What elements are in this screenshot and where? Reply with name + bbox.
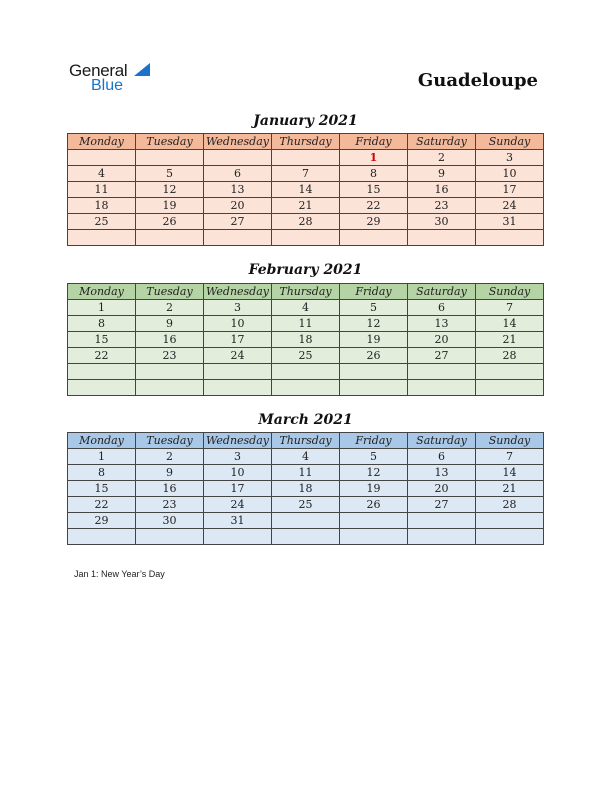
weekday-header-thursday: Thursday: [272, 433, 340, 449]
day-cell: 2: [408, 150, 476, 166]
day-cell: 24: [204, 348, 272, 364]
day-cell: 5: [340, 449, 408, 465]
day-cell: 2: [136, 449, 204, 465]
day-cell: 18: [272, 332, 340, 348]
day-cell: [68, 380, 136, 396]
month-title-february: February 2021: [248, 262, 363, 278]
weekday-header-sunday: Sunday: [476, 433, 544, 449]
day-cell: [204, 529, 272, 545]
week-row: [68, 150, 544, 166]
day-cell: 16: [136, 332, 204, 348]
day-cell: [476, 230, 544, 246]
day-cell: [476, 513, 544, 529]
day-cell: 7: [476, 449, 544, 465]
day-cell: 22: [68, 497, 136, 513]
week-row: [68, 198, 544, 214]
day-cell: [204, 364, 272, 380]
day-cell: 28: [476, 348, 544, 364]
day-cell: 29: [340, 214, 408, 230]
day-cell: 4: [68, 166, 136, 182]
weekday-header-row: [68, 284, 544, 300]
day-cell: 26: [340, 348, 408, 364]
day-cell: 25: [272, 348, 340, 364]
weekday-header-saturday: Saturday: [408, 134, 476, 150]
day-cell: 14: [476, 465, 544, 481]
day-cell: 21: [272, 198, 340, 214]
day-cell: [340, 230, 408, 246]
day-cell: 30: [136, 513, 204, 529]
weekday-header-monday: Monday: [68, 284, 136, 300]
week-row: [68, 449, 544, 465]
day-cell: [136, 150, 204, 166]
day-cell: [204, 230, 272, 246]
day-cell: 3: [204, 449, 272, 465]
day-cell: 18: [68, 198, 136, 214]
weekday-header-wednesday: Wednesday: [204, 134, 272, 150]
week-row: [68, 380, 544, 396]
day-cell: 28: [272, 214, 340, 230]
day-cell: 4: [272, 300, 340, 316]
day-cell: 5: [136, 166, 204, 182]
day-cell: 12: [340, 465, 408, 481]
day-cell: 12: [340, 316, 408, 332]
week-row: [68, 364, 544, 380]
day-cell: 20: [408, 481, 476, 497]
calendar-february: [67, 283, 544, 396]
day-cell: [272, 364, 340, 380]
day-cell: 8: [68, 465, 136, 481]
week-row: [68, 214, 544, 230]
logo: [69, 61, 169, 97]
day-cell: 24: [476, 198, 544, 214]
day-cell: 25: [68, 214, 136, 230]
day-cell: 17: [204, 481, 272, 497]
weekday-header-sunday: Sunday: [476, 284, 544, 300]
day-cell: 21: [476, 481, 544, 497]
day-cell: 11: [272, 316, 340, 332]
day-cell: 22: [68, 348, 136, 364]
day-cell: [68, 150, 136, 166]
day-cell: 4: [272, 449, 340, 465]
day-cell: 18: [272, 481, 340, 497]
day-cell: [136, 380, 204, 396]
week-row: [68, 316, 544, 332]
day-cell: 3: [204, 300, 272, 316]
day-cell: 9: [408, 166, 476, 182]
weekday-header-monday: Monday: [68, 433, 136, 449]
day-cell: 23: [136, 348, 204, 364]
day-cell: 27: [204, 214, 272, 230]
day-cell: 6: [408, 300, 476, 316]
week-row: [68, 230, 544, 246]
day-cell: [340, 513, 408, 529]
month-title-march: March 2021: [258, 412, 353, 428]
day-cell: 25: [272, 497, 340, 513]
logo-triangle-icon: [134, 63, 150, 76]
holiday-note: Jan 1: New Year’s Day: [74, 569, 165, 579]
day-cell: [272, 150, 340, 166]
month-title-january: January 2021: [253, 113, 358, 129]
day-cell: 22: [340, 198, 408, 214]
day-cell: 13: [408, 465, 476, 481]
weekday-header-row: [68, 433, 544, 449]
day-cell: [408, 513, 476, 529]
day-cell: 23: [136, 497, 204, 513]
day-cell: 26: [136, 214, 204, 230]
day-cell: 10: [476, 166, 544, 182]
day-cell: 14: [272, 182, 340, 198]
day-cell: [136, 364, 204, 380]
day-cell: [408, 529, 476, 545]
day-cell: [136, 230, 204, 246]
day-cell: 1: [68, 449, 136, 465]
day-cell: [272, 230, 340, 246]
day-cell: 31: [476, 214, 544, 230]
week-row: [68, 182, 544, 198]
day-cell: [272, 380, 340, 396]
day-cell: 10: [204, 465, 272, 481]
weekday-header-friday: Friday: [340, 284, 408, 300]
day-cell: [476, 364, 544, 380]
day-cell: 17: [204, 332, 272, 348]
day-cell: [272, 513, 340, 529]
day-cell: [68, 364, 136, 380]
day-cell: 2: [136, 300, 204, 316]
day-cell: 30: [408, 214, 476, 230]
day-cell: 13: [408, 316, 476, 332]
day-cell: 28: [476, 497, 544, 513]
day-cell: 23: [408, 198, 476, 214]
day-cell: 29: [68, 513, 136, 529]
weekday-header-saturday: Saturday: [408, 433, 476, 449]
day-cell: [136, 529, 204, 545]
day-cell: 3: [476, 150, 544, 166]
week-row: [68, 348, 544, 364]
week-row: [68, 529, 544, 545]
day-cell: 31: [204, 513, 272, 529]
day-cell: 7: [272, 166, 340, 182]
day-cell: 11: [68, 182, 136, 198]
calendar-january: [67, 133, 544, 246]
day-cell: [68, 529, 136, 545]
day-cell: 1: [340, 150, 408, 166]
day-cell: 6: [408, 449, 476, 465]
weekday-header-friday: Friday: [340, 433, 408, 449]
week-row: [68, 513, 544, 529]
weekday-header-tuesday: Tuesday: [136, 284, 204, 300]
day-cell: [340, 529, 408, 545]
day-cell: 16: [136, 481, 204, 497]
day-cell: 11: [272, 465, 340, 481]
day-cell: 27: [408, 497, 476, 513]
weekday-header-sunday: Sunday: [476, 134, 544, 150]
weekday-header-thursday: Thursday: [272, 284, 340, 300]
weekday-header-tuesday: Tuesday: [136, 433, 204, 449]
logo-text-blue: Blue: [91, 77, 124, 94]
day-cell: 10: [204, 316, 272, 332]
day-cell: [204, 380, 272, 396]
day-cell: 20: [408, 332, 476, 348]
day-cell: 7: [476, 300, 544, 316]
week-row: [68, 166, 544, 182]
day-cell: 9: [136, 316, 204, 332]
day-cell: [68, 230, 136, 246]
weekday-header-wednesday: Wednesday: [204, 433, 272, 449]
day-cell: 13: [204, 182, 272, 198]
week-row: [68, 481, 544, 497]
day-cell: 8: [68, 316, 136, 332]
day-cell: [476, 380, 544, 396]
day-cell: 19: [340, 481, 408, 497]
week-row: [68, 465, 544, 481]
day-cell: 19: [136, 198, 204, 214]
day-cell: 15: [340, 182, 408, 198]
day-cell: 17: [476, 182, 544, 198]
week-row: [68, 332, 544, 348]
weekday-header-row: [68, 134, 544, 150]
day-cell: 15: [68, 332, 136, 348]
day-cell: 14: [476, 316, 544, 332]
day-cell: 12: [136, 182, 204, 198]
day-cell: 6: [204, 166, 272, 182]
weekday-header-wednesday: Wednesday: [204, 284, 272, 300]
calendar-march: [67, 432, 544, 545]
country-title: Guadeloupe: [417, 70, 538, 91]
weekday-header-friday: Friday: [340, 134, 408, 150]
day-cell: [408, 364, 476, 380]
day-cell: [272, 529, 340, 545]
day-cell: [408, 380, 476, 396]
day-cell: 8: [340, 166, 408, 182]
day-cell: 1: [68, 300, 136, 316]
day-cell: 24: [204, 497, 272, 513]
weekday-header-thursday: Thursday: [272, 134, 340, 150]
weekday-header-monday: Monday: [68, 134, 136, 150]
day-cell: [340, 380, 408, 396]
day-cell: 27: [408, 348, 476, 364]
weekday-header-saturday: Saturday: [408, 284, 476, 300]
day-cell: [476, 529, 544, 545]
day-cell: 16: [408, 182, 476, 198]
day-cell: [340, 364, 408, 380]
day-cell: 9: [136, 465, 204, 481]
day-cell: [204, 150, 272, 166]
weekday-header-tuesday: Tuesday: [136, 134, 204, 150]
week-row: [68, 300, 544, 316]
day-cell: 21: [476, 332, 544, 348]
day-cell: [408, 230, 476, 246]
day-cell: 5: [340, 300, 408, 316]
day-cell: 15: [68, 481, 136, 497]
day-cell: 19: [340, 332, 408, 348]
logo-text-general: General: [69, 61, 128, 80]
week-row: [68, 497, 544, 513]
day-cell: 26: [340, 497, 408, 513]
day-cell: 20: [204, 198, 272, 214]
